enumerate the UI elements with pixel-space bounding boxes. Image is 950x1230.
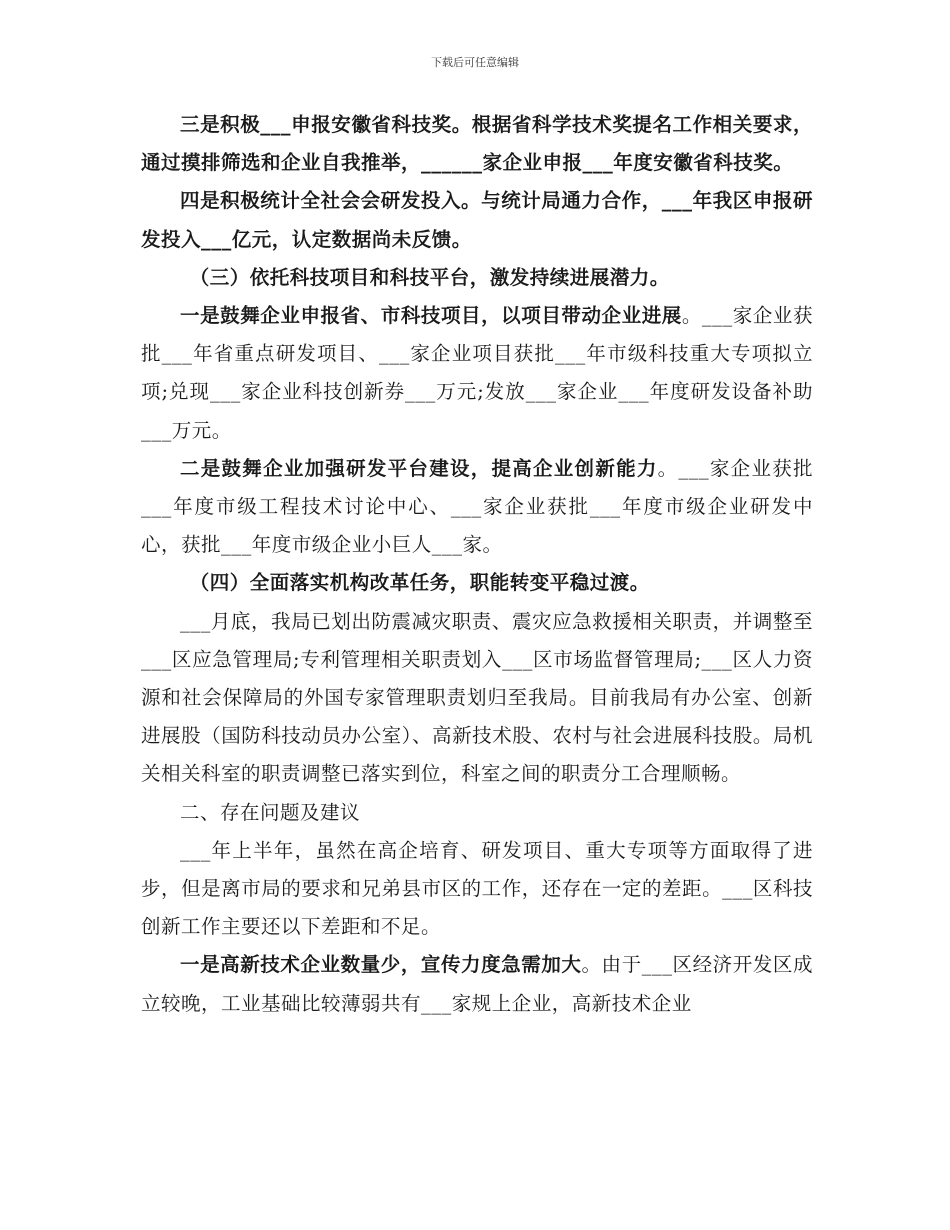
paragraph-body: 。___家企业获批___年省重点研发项目、___家企业项目获批___年市级科技重大专项拟立项;兑现___家企业科技创新券___万元;发放___家企业___年度研发设备补助___万元。 <box>141 304 813 442</box>
paragraph-platforms <box>141 450 813 565</box>
paragraph-body: ___年上半年，虽然在高企培育、研发项目、重大专项等方面取得了进步，但是离市局的要求和兄弟县市区的工作，还存在一定的差距。___区科技创新工作主要还以下差距和不足。 <box>141 838 813 939</box>
paragraph-body: 二、存在问题及建议 <box>180 800 361 824</box>
paragraph-lead: （三）依托科技项目和科技平台，激发持续进展潜力。 <box>189 265 670 289</box>
paragraph-lead: 三是积极___申报安徽省科技奖。根据省科学技术奖提名工作相关要求，通过摸排筛选和企业自我推举，______家企业申报___年度安徽省科技奖。 <box>141 113 813 175</box>
section-heading-problems <box>141 794 813 832</box>
paragraph-body: 。___家企业获批___年度市级工程技术讨论中心、___家企业获批___年度市级企业研发中心，获批___年度市级企业小巨人___家。 <box>141 456 813 557</box>
paragraph-lead: 一是高新技术企业数量少，宣传力度急需加大 <box>180 953 582 977</box>
paragraph-lead: 四是积极统计全社会会研发投入。与统计局通力合作，___年我区申报研发投入___亿元，认定数据尚未反馈。 <box>141 189 813 251</box>
section-heading-4 <box>141 564 813 602</box>
paragraph-body: ___月底，我局已划出防震减灾职责、震灾应急救援相关职责，并调整至___区应急管理局;专利管理相关职责划入___区市场监督管理局;___区人力资源和社会保障局的外国专家管理职责划归至我局。目前我局有办公室、创新进展股（国防科技动员办公室）、高新技术股、农村与社会进展科技股。局机关相关科室的职责调整已落实到位，科室之间的职责分工合理顺畅。 <box>141 609 813 786</box>
paragraph-rd-investment <box>141 182 813 258</box>
paragraph-body: 。由于___区经济开发区成立较晚，工业基础比较薄弱共有___家规上企业，高新技术企业 <box>141 953 813 1015</box>
paragraph-high-tech <box>141 946 813 1022</box>
paragraph-gaps <box>141 832 813 947</box>
section-heading-3 <box>141 259 813 297</box>
paragraph-lead: 二是鼓舞企业加强研发平台建设，提高企业创新能力 <box>180 456 658 480</box>
paragraph-science-award <box>141 106 813 182</box>
document-body <box>141 106 813 1023</box>
paragraph-reform <box>141 603 813 794</box>
paragraph-lead: （四）全面落实机构改革任务，职能转变平稳过渡。 <box>189 571 650 595</box>
paragraph-projects <box>141 297 813 450</box>
page-header: 下载后可任意编辑 <box>431 56 519 69</box>
paragraph-lead: 一是鼓舞企业申报省、市科技项目，以项目带动企业进展 <box>180 304 682 328</box>
